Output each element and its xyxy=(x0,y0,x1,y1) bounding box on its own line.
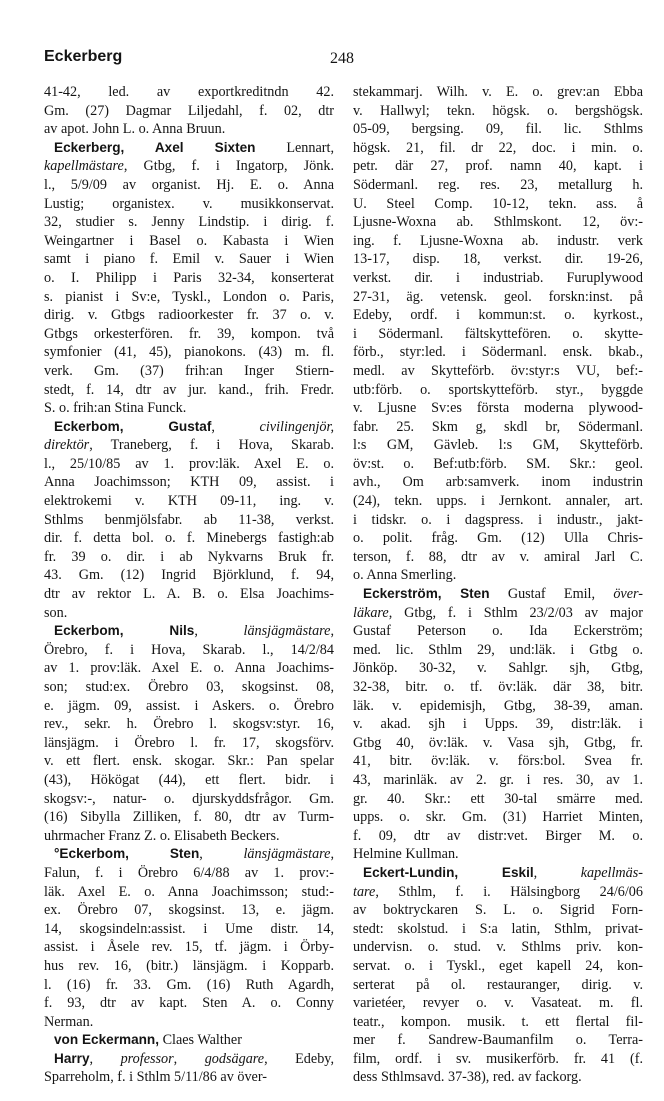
text-line xyxy=(44,529,334,548)
text-segment: avh., Om arb:samverk. inom industrin xyxy=(353,474,643,491)
person-name: Harry xyxy=(54,1050,90,1066)
text-line xyxy=(353,473,643,492)
text-segment: , Gtbg, f. i Ingatorp, Jönk. xyxy=(123,158,334,175)
text-segment: läk. Axel E. o. Anna Joachimsson; stud:- xyxy=(44,883,334,900)
text-line xyxy=(353,1050,643,1069)
text-segment: , Gtbg, f. i Sthlm 23/2/03 av major xyxy=(388,604,643,621)
text-line xyxy=(353,1068,643,1087)
text-line xyxy=(44,920,334,939)
text-segment: hus rev. 16, (bitr.) länsjägm. i Kopparb. xyxy=(44,957,334,974)
text-segment: samt i piano f. Emil v. Sauer i Wien xyxy=(44,251,334,268)
text-segment: Anna Joachimsson; KTH 09, assist. i xyxy=(44,474,334,491)
text-segment: stedt: skolstud. i S:a latin, Sthlm, privat- xyxy=(353,920,643,937)
text-segment: e. jägm. 09, assist. i Askers. o. Örebro xyxy=(44,697,334,714)
text-line xyxy=(353,790,643,809)
text-segment: mer f. Sandrew-Baumanfilm o. Terra- xyxy=(353,1032,643,1049)
page-number: 248 xyxy=(330,50,354,67)
text-line xyxy=(44,864,334,883)
text-segment: elektrokemi v. KTH 09-11, ing. v. xyxy=(44,493,334,510)
text-segment: Falun, f. i Örebro 6/4/88 av 1. prov:- xyxy=(44,864,334,881)
text-segment: med. lic. Sthlm 29, und:läk. i Gtbg o. xyxy=(353,641,643,658)
entry-heading-line xyxy=(353,585,643,604)
text-line xyxy=(44,790,334,809)
text-segment: verk. Gm. (37) frih:an Inger Stiern- xyxy=(44,362,334,379)
text-segment: U. Steel Comp. 10-12, tekn. ass. å xyxy=(353,195,643,212)
text-segment: son. xyxy=(44,604,68,621)
text-line xyxy=(44,604,334,623)
text-segment: Gtbgs orkesterfören. fr. 39, kompon. två xyxy=(44,325,334,342)
text-segment: 05-09, bergsing. 09, fil. lic. Sthlms xyxy=(353,121,643,138)
text-line xyxy=(44,976,334,995)
text-segment: , Traneberg, f. i Hova, Skarab. xyxy=(89,437,334,454)
text-segment: medl. av Skytteförb. öv:styr:s VU, bef:- xyxy=(353,362,643,379)
text-line xyxy=(44,1068,334,1087)
text-line xyxy=(44,808,334,827)
text-segment: l. (16) fr. 33. Gm. (16) Ruth Agardh, xyxy=(44,976,334,993)
text-line xyxy=(44,306,334,325)
text-line xyxy=(353,976,643,995)
text-segment: , xyxy=(330,846,334,863)
text-segment: verkst. dir. i industriab. Furuplywood xyxy=(353,269,643,286)
person-name: Eckerström, Sten xyxy=(363,586,490,602)
text-segment: v. Hallwyl; tekn. högsk. o. bergshögsk. xyxy=(353,102,643,119)
text-segment: v. ett flert. ensk. skogar. Skr.: Pan spelar xyxy=(44,753,334,770)
text-segment: S. o. frih:an Stina Funck. xyxy=(44,400,187,417)
text-segment: Nerman. xyxy=(44,1013,94,1030)
text-line xyxy=(353,957,643,976)
text-segment: terson, f. 88, dtr av v. amiral Jarl C. xyxy=(353,548,643,565)
entry-heading-line xyxy=(44,1050,334,1069)
occupation: godsägare xyxy=(204,1050,265,1067)
text-segment: Ljusne-Woxna ab. Sthlmskont. 12, öv:- xyxy=(353,214,643,231)
entry-heading-line xyxy=(44,1031,334,1050)
text-line xyxy=(353,920,643,939)
right-column xyxy=(353,83,643,1087)
text-segment: symfonier (41, 45), pianokons. (43) m. fl. xyxy=(44,344,334,361)
text-segment: Jönköp. 30-32, v. Sahlgr. sjh, Gtbg, xyxy=(353,660,643,677)
text-line xyxy=(353,883,643,902)
text-line xyxy=(353,325,643,344)
text-segment: f. 09, dtr av distr:vet. Birger M. o. xyxy=(353,827,643,844)
text-line xyxy=(353,771,643,790)
text-segment: assist. i Åsele rev. 15, tf. jägm. i Örby- xyxy=(44,939,334,956)
occupation: direktör xyxy=(44,437,90,454)
text-line xyxy=(353,1031,643,1050)
left-column xyxy=(44,83,334,1087)
text-line xyxy=(44,566,334,585)
person-name: Eckerberg, Axel Sixten xyxy=(54,139,256,155)
text-segment: o. polit. fråg. Gm. (12) Ulla Chris- xyxy=(353,530,643,547)
text-line xyxy=(44,325,334,344)
text-segment: (43), Hökögat (44), ett flert. bidr. i xyxy=(44,771,334,788)
text-segment: utb:förb. o. sportskytteförb. styr., byggde xyxy=(353,381,643,398)
text-line xyxy=(44,288,334,307)
occupation: läkare xyxy=(353,604,389,621)
text-segment: av apot. John L. o. Anna Bruun. xyxy=(44,121,226,138)
occupation: professor xyxy=(120,1050,174,1067)
text-line xyxy=(44,473,334,492)
text-line xyxy=(44,641,334,660)
entry-heading-line xyxy=(44,139,334,158)
text-segment: son; stud:ex. Örebro 03, skogsinst. 08, xyxy=(44,679,334,695)
text-segment: Claes Walther xyxy=(159,1032,242,1049)
text-segment: petr. där 27, prof. namn 40, kapt. i xyxy=(353,158,643,175)
text-line xyxy=(353,399,643,418)
text-segment: i tidskr. o. i dagspress. i industr., jakt- xyxy=(353,511,643,528)
text-segment: v. Ljusne Sv:es första moderna plywood- xyxy=(353,400,643,417)
text-line xyxy=(44,659,334,678)
text-line xyxy=(44,678,334,697)
text-line xyxy=(353,994,643,1013)
text-segment: , xyxy=(211,418,260,435)
text-segment: öv:st. o. Bef:utb:förb. SM. Skr.: geol. xyxy=(353,455,643,472)
text-line xyxy=(44,752,334,771)
occupation: över- xyxy=(613,586,643,603)
text-line xyxy=(353,436,643,455)
text-line xyxy=(44,883,334,902)
text-line xyxy=(44,250,334,269)
text-segment: undervisn. o. stud. v. Sthlms priv. kon- xyxy=(353,939,643,956)
text-segment: , xyxy=(199,846,244,863)
text-segment: Gtbg 40, öv:läk. v. Vasa sjh, Gtbg, fr. xyxy=(353,734,643,751)
text-segment: fr. 39 o. dir. i ab Nykvarns Bruk fr. xyxy=(44,548,334,565)
text-line xyxy=(353,195,643,214)
text-line xyxy=(353,678,643,697)
text-line xyxy=(44,362,334,381)
text-segment: , xyxy=(533,864,581,881)
text-segment: dir. f. detta bol. o. f. Minebergs fastigh:ab xyxy=(44,530,334,547)
text-segment: s. pianist i Sv:e, Tyskl., London o. Paris, xyxy=(44,288,334,305)
text-segment: , Edeby, xyxy=(264,1050,335,1067)
person-name: Eckert-Lundin, Eskil xyxy=(363,864,534,880)
text-line xyxy=(353,511,643,530)
text-line xyxy=(44,585,334,604)
person-name: Eckerbom, Nils xyxy=(54,623,195,639)
text-segment: gr. 40. Skr.: ett 30-tal smärre med. xyxy=(353,790,643,807)
text-line xyxy=(44,176,334,195)
text-segment: förb., styr:led. i Södermanl. ensk. bkab., xyxy=(353,344,643,361)
text-segment: dirig. v. Gtbgs radioorkester fr. 37 o. v. xyxy=(44,307,334,324)
text-segment: , xyxy=(173,1050,205,1067)
text-segment: länsjägm. i Örebro l. fr. 17, skogsförv. xyxy=(44,734,334,751)
text-segment: , Sthlm, f. i. Hälsingborg 24/6/06 xyxy=(375,883,643,900)
text-segment: Gm. (27) Dagmar Liljedahl, f. 02, dtr xyxy=(44,102,334,119)
text-line xyxy=(353,288,643,307)
text-line xyxy=(353,343,643,362)
text-line xyxy=(353,827,643,846)
text-segment: 41-42, led. av exportkreditndn 42. xyxy=(44,84,334,100)
text-segment: läk. v. epidemisjh, Gtbg, 38-39, aman. xyxy=(353,697,643,714)
text-line xyxy=(44,195,334,214)
text-line xyxy=(44,83,334,102)
text-segment: uhrmacher Franz Z. o. Elisabeth Beckers. xyxy=(44,827,280,844)
text-segment: Sthlms benmjölsfabr. ab 11-38, verkst. xyxy=(44,511,334,528)
entry-heading-line xyxy=(44,845,334,864)
text-segment: o. Anna Smerling. xyxy=(353,567,457,584)
text-line xyxy=(44,343,334,362)
text-segment: rev., sekr. h. Örebro l. skogsv:styr. 16, xyxy=(44,716,334,733)
text-line xyxy=(44,511,334,530)
text-line xyxy=(353,752,643,771)
person-name: Eckerbom, Gustaf xyxy=(54,418,212,434)
text-line xyxy=(44,827,334,846)
text-segment: l., 25/10/85 av 1. prov:läk. Axel E. o. xyxy=(44,455,334,472)
text-line xyxy=(353,269,643,288)
text-line xyxy=(44,697,334,716)
text-line xyxy=(353,102,643,121)
text-line xyxy=(353,381,643,400)
text-segment: ing. f. Ljusne-Woxna ab. industr. verk xyxy=(353,232,643,249)
text-line xyxy=(353,604,643,623)
text-line xyxy=(353,622,643,641)
text-segment: fabr. 25. Skm g, skdl br, Södermanl. xyxy=(353,418,643,435)
text-line xyxy=(44,269,334,288)
text-segment: l:s GM, Gävleb. l:s GM, Skytteförb. xyxy=(353,437,643,454)
text-line xyxy=(353,139,643,158)
text-line xyxy=(353,938,643,957)
text-segment: i Södermanl. fältskyttefören. o. skytte- xyxy=(353,325,643,342)
entry-heading-line xyxy=(44,418,334,437)
text-segment: teatr., kompon. musik. t. ett flertal fil- xyxy=(353,1013,643,1030)
text-line xyxy=(353,455,643,474)
text-line xyxy=(353,845,643,864)
text-line xyxy=(44,492,334,511)
text-line xyxy=(44,213,334,232)
text-line xyxy=(353,120,643,139)
text-segment: v. akad. sjh i Upps. 39, distr:läk. i xyxy=(353,716,643,733)
text-segment: ex. Örebro 07, skogsinst. 13, e. jägm. xyxy=(44,902,334,919)
text-segment: , xyxy=(330,623,335,640)
text-line xyxy=(353,715,643,734)
text-line xyxy=(44,771,334,790)
text-segment: av boktryckaren S. L. o. Sigrid Forn- xyxy=(353,902,643,919)
text-segment: 27-31, äg. vetensk. geol. forskn:inst. på xyxy=(353,288,643,305)
text-line xyxy=(44,938,334,957)
text-line xyxy=(353,418,643,437)
occupation: länsjägmästare xyxy=(243,623,331,640)
text-line xyxy=(44,436,334,455)
occupation: tare xyxy=(353,883,376,900)
occupation: länsjägmästare xyxy=(243,846,331,863)
occupation: kapellmästare xyxy=(44,158,124,175)
text-line xyxy=(44,102,334,121)
text-segment: skogsv:-, natur- o. djurskyddsfrågor. Gm. xyxy=(44,790,334,807)
text-segment: 32, studier s. Jenny Lindstip. i dirig. f. xyxy=(44,214,334,231)
text-line xyxy=(353,83,643,102)
person-name: von Eckermann, xyxy=(54,1032,160,1048)
text-segment: stedt, f. 14, dtr av jur. kand., frih. Fredr. xyxy=(44,381,334,398)
person-name: °Eckerbom, Sten xyxy=(54,846,200,862)
text-segment: (16) Sibylla Zilliken, f. 80, dtr av Turm- xyxy=(44,809,334,826)
text-segment: dess Sthlmsavd. 37-38), red. av fackorg. xyxy=(353,1069,582,1086)
text-segment: upps. o. skr. Gm. (31) Harriet Minten, xyxy=(353,809,643,826)
text-line xyxy=(44,901,334,920)
text-segment: serterat på ol. restauranger, dirig. v. xyxy=(353,976,643,993)
text-segment: f. 93, dtr av kapt. Sten A. o. Conny xyxy=(44,995,334,1012)
text-line xyxy=(44,548,334,567)
text-segment: högsk. 21, fil. dr 22, doc. i min. o. xyxy=(353,139,643,156)
text-line xyxy=(44,734,334,753)
text-line xyxy=(353,157,643,176)
text-segment: 13-17, disp. 18, verkst. dir. 19-26, xyxy=(353,251,643,268)
text-segment: Sparreholm, f. i Sthlm 5/11/86 av över- xyxy=(44,1069,268,1086)
text-segment: 43. Gm. (12) Ingrid Björklund, f. 94, xyxy=(44,567,334,584)
text-line xyxy=(353,492,643,511)
text-line xyxy=(353,641,643,660)
text-line xyxy=(353,734,643,753)
text-line xyxy=(44,455,334,474)
text-line xyxy=(353,362,643,381)
text-segment: 14, skogsindeln:assist. i Ume distr. 14, xyxy=(44,920,334,937)
text-segment: Lustig; organistex. v. musikkonservat. xyxy=(44,195,334,212)
text-line xyxy=(44,120,334,139)
text-segment: varietéer, revyer o. v. Vasateat. m. fl. xyxy=(353,995,643,1012)
text-segment: 41, bitr. öv:läk. v. förs:bol. Svea fr. xyxy=(353,753,643,770)
text-line xyxy=(44,957,334,976)
text-line xyxy=(353,1013,643,1032)
text-segment: l., 5/9/09 av organist. Hj. E. o. Anna xyxy=(44,176,334,193)
text-line xyxy=(353,566,643,585)
text-line xyxy=(353,529,643,548)
entry-heading-line xyxy=(353,864,643,883)
text-line xyxy=(353,808,643,827)
running-head: Eckerberg xyxy=(44,48,123,65)
text-line xyxy=(353,232,643,251)
text-segment: 43, marinläk. av 2. gr. i res. 30, av 1. xyxy=(353,771,643,788)
occupation: civilingenjör, xyxy=(259,418,335,435)
text-line xyxy=(353,306,643,325)
text-segment: Gustaf Emil, xyxy=(489,586,614,603)
text-line xyxy=(44,1013,334,1032)
text-segment: Södermanl. reg. res. 23, metallurg h. xyxy=(353,176,643,193)
text-line xyxy=(353,901,643,920)
entry-heading-line xyxy=(44,622,334,641)
text-segment: dtr av rektor L. A. B. o. Elsa Joachims- xyxy=(44,586,334,603)
text-line xyxy=(353,176,643,195)
text-segment: av 1. prov:läk. Axel E. o. Anna Joachims- xyxy=(44,660,334,677)
text-segment: , xyxy=(194,623,244,640)
text-segment: (24), tekn. upps. i Jernkont. annaler, art. xyxy=(353,493,643,510)
text-line xyxy=(353,213,643,232)
text-segment: , xyxy=(89,1050,121,1067)
text-segment: stekammarj. Wilh. v. E. o. grev:an Ebba xyxy=(353,84,643,100)
occupation: kapellmäs- xyxy=(580,864,644,881)
text-line xyxy=(44,157,334,176)
text-segment: 32-38, bitr. o. tf. öv:läk. där 38, bitr. xyxy=(353,679,643,695)
text-line xyxy=(44,381,334,400)
text-segment: Weingartner i Basel o. Kabasta i Wien xyxy=(44,232,334,249)
text-segment: Helmine Kullman. xyxy=(353,846,459,863)
text-segment: servat. o. i Tyskl., eget kapell 24, kon- xyxy=(353,957,643,974)
text-segment: film, ordf. i sv. musikerförb. fr. 41 (f. xyxy=(353,1050,643,1067)
text-segment: Lennart, xyxy=(255,139,334,156)
text-line xyxy=(44,232,334,251)
text-line xyxy=(353,697,643,716)
text-segment: o. I. Philipp i Paris 32-34, konserterat xyxy=(44,269,334,286)
text-segment: Gustaf Peterson o. Ida Eckerström; xyxy=(353,623,643,640)
text-segment: Örebro, f. i Hova, Skarab. l., 14/2/84 xyxy=(44,641,334,658)
text-line xyxy=(44,994,334,1013)
text-line xyxy=(353,250,643,269)
text-line xyxy=(353,659,643,678)
text-segment: Edeby, ordf. i kommun:st. o. kyrkost., xyxy=(353,307,643,324)
text-line xyxy=(44,399,334,418)
text-line xyxy=(44,715,334,734)
text-line xyxy=(353,548,643,567)
